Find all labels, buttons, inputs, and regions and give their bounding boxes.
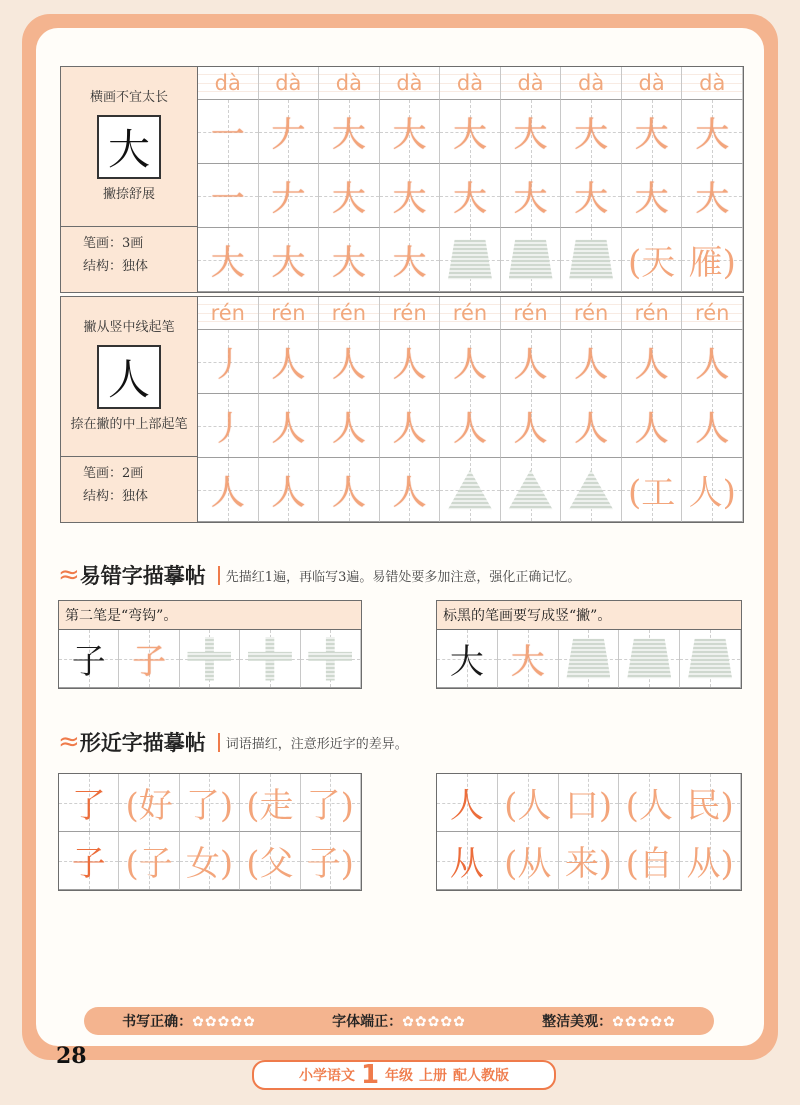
flower-rating-icon[interactable]: ✿✿✿✿✿: [192, 1014, 256, 1030]
word-cell: 从: [437, 832, 498, 890]
tracing-cell[interactable]: 大: [498, 630, 559, 688]
pinyin-cell: rén: [319, 297, 380, 330]
tracing-cell[interactable]: 人: [561, 394, 622, 458]
practice-grid: [198, 67, 743, 292]
mistake-note: 第二笔是“弯钩”。: [59, 601, 361, 630]
writing-cell[interactable]: [301, 630, 361, 688]
tracing-cell[interactable]: 人: [259, 330, 320, 394]
word-cell: 子: [59, 832, 119, 890]
grid-shadow-icon: [566, 637, 610, 681]
word-cell[interactable]: 口): [559, 774, 620, 832]
tracing-cell[interactable]: 大: [380, 228, 441, 292]
grid-shadow-icon: [448, 468, 492, 512]
char-practice-block-ren: [60, 296, 744, 523]
tracing-cell[interactable]: 子: [119, 630, 179, 688]
similar-table-right: [436, 773, 742, 891]
pinyin-cell: rén: [501, 297, 562, 330]
word-cell: 了: [59, 774, 119, 832]
grade-number: 1: [360, 1060, 380, 1090]
tracing-cell[interactable]: 人: [319, 394, 380, 458]
stroke-count: 笔画：3画: [83, 236, 144, 251]
tracing-cell[interactable]: 人: [380, 458, 441, 522]
writing-cell[interactable]: [440, 458, 501, 522]
flower-rating-icon[interactable]: ✿✿✿✿✿: [612, 1014, 676, 1030]
writing-cell[interactable]: [440, 228, 501, 292]
writing-cell[interactable]: [240, 630, 300, 688]
tracing-cell[interactable]: 大: [501, 100, 562, 164]
section-desc: 词语描红，注意形近字的差异。: [218, 733, 408, 752]
section-title: 易错字描摹帖: [79, 564, 206, 588]
tracing-cell[interactable]: 人: [501, 394, 562, 458]
writing-tip: 撇捺舒展: [102, 186, 155, 202]
rating-clean: 整洁美观：✿✿✿✿✿: [542, 1014, 676, 1030]
tracing-cell[interactable]: 丿: [198, 330, 259, 394]
tracing-cell[interactable]: 大: [319, 228, 380, 292]
grid-shadow-icon: [448, 238, 492, 282]
section-header-similar: [58, 727, 408, 757]
tracing-cell[interactable]: 大: [622, 100, 683, 164]
section-title: 形近字描摹帖: [79, 731, 206, 755]
pinyin-cell: dà: [259, 67, 320, 100]
model-char: 大: [97, 115, 161, 179]
tracing-cell[interactable]: 人: [259, 458, 320, 522]
tracing-cell[interactable]: 大: [319, 100, 380, 164]
tracing-cell[interactable]: 大: [380, 100, 441, 164]
word-cell[interactable]: 女): [180, 832, 240, 890]
tracing-cell[interactable]: 大: [259, 228, 320, 292]
tracing-cell[interactable]: 大: [561, 100, 622, 164]
tracing-cell[interactable]: 人: [622, 330, 683, 394]
similar-table-left: [58, 773, 362, 891]
word-cell[interactable]: 民): [680, 774, 741, 832]
pinyin-cell: rén: [622, 297, 683, 330]
grid-shadow-icon: [569, 238, 613, 282]
word-cell[interactable]: (子: [119, 832, 179, 890]
tracing-cell[interactable]: 人: [561, 330, 622, 394]
wave-icon: ≈: [58, 560, 74, 590]
word-cell[interactable]: 雁): [682, 228, 743, 292]
tracing-cell[interactable]: 人: [319, 458, 380, 522]
pinyin-cell: dà: [319, 67, 380, 100]
tracing-cell[interactable]: 一: [198, 100, 259, 164]
writing-cell[interactable]: [561, 458, 622, 522]
writing-tip: 撇从竖中线起笔: [83, 319, 175, 335]
writing-cell[interactable]: [619, 630, 680, 688]
practice-grid: [198, 297, 743, 522]
word-cell[interactable]: 人): [682, 458, 743, 522]
tracing-cell[interactable]: 大: [198, 228, 259, 292]
tracing-cell[interactable]: 人: [501, 330, 562, 394]
pinyin-cell: rén: [198, 297, 259, 330]
char-practice-block-da: [60, 66, 744, 293]
pinyin-cell: dà: [198, 67, 259, 100]
grid-shadow-icon: [627, 637, 671, 681]
word-cell[interactable]: 子): [301, 832, 361, 890]
pinyin-cell: dà: [380, 67, 441, 100]
writing-cell[interactable]: [561, 228, 622, 292]
edition: 配人教版: [453, 1068, 510, 1084]
tracing-cell[interactable]: 人: [380, 330, 441, 394]
grade: 年级: [385, 1068, 414, 1084]
char-info-panel: [61, 67, 198, 292]
pinyin-cell: rén: [682, 297, 743, 330]
word-cell[interactable]: (人: [619, 774, 680, 832]
pinyin-cell: rén: [380, 297, 441, 330]
writing-tip: 捺在撇的中上部起笔: [70, 416, 188, 432]
grid-shadow-icon: [187, 637, 231, 681]
word-cell[interactable]: 来): [559, 832, 620, 890]
model-char: 人: [97, 345, 161, 409]
word-cell[interactable]: (天: [622, 228, 683, 292]
tracing-cell[interactable]: 人: [622, 394, 683, 458]
pinyin-cell: dà: [440, 67, 501, 100]
flower-rating-icon[interactable]: ✿✿✿✿✿: [402, 1014, 466, 1030]
word-cell[interactable]: (走: [240, 774, 300, 832]
tracing-cell[interactable]: 大: [682, 164, 743, 228]
tracing-cell[interactable]: 一: [198, 164, 259, 228]
mistake-box-right: [436, 600, 742, 689]
tracing-cell[interactable]: 人: [440, 330, 501, 394]
tracing-cell[interactable]: 大: [319, 164, 380, 228]
word-cell[interactable]: (工: [622, 458, 683, 522]
word-cell[interactable]: 了): [180, 774, 240, 832]
writing-cell[interactable]: [501, 458, 562, 522]
pinyin-cell: rén: [561, 297, 622, 330]
pinyin-cell: rén: [259, 297, 320, 330]
mistake-note: 标黑的笔画要写成竖“撇”。: [437, 601, 741, 630]
char-info-panel: [61, 297, 198, 522]
word-cell[interactable]: (人: [498, 774, 559, 832]
rating-neat: 字体端正：✿✿✿✿✿: [332, 1014, 466, 1030]
tracing-cell[interactable]: 大: [380, 164, 441, 228]
tracing-cell[interactable]: 大: [501, 164, 562, 228]
tracing-cell[interactable]: 人: [682, 394, 743, 458]
grid-shadow-icon: [248, 637, 292, 681]
tracing-cell[interactable]: 丿: [198, 394, 259, 458]
tracing-cell[interactable]: 大: [561, 164, 622, 228]
word-cell[interactable]: (好: [119, 774, 179, 832]
stroke-count: 笔画：2画: [83, 466, 144, 481]
tracing-cell[interactable]: 人: [380, 394, 441, 458]
grid-shadow-icon: [509, 238, 553, 282]
volume: 上册: [419, 1068, 448, 1084]
model-cell: 子: [59, 630, 119, 688]
tracing-cell[interactable]: 大: [440, 164, 501, 228]
page-number: 28: [56, 1043, 87, 1069]
tracing-cell[interactable]: 人: [319, 330, 380, 394]
tracing-cell[interactable]: 人: [440, 394, 501, 458]
tracing-cell[interactable]: 人: [198, 458, 259, 522]
word-cell[interactable]: (自: [619, 832, 680, 890]
section-desc: 先描红1遍，再临写3遍。易错处要多加注意，强化正确记忆。: [218, 566, 581, 585]
book-label: [252, 1060, 556, 1090]
mistake-box-left: [58, 600, 362, 689]
structure: 结构：独体: [83, 258, 149, 274]
wave-icon: ≈: [58, 727, 74, 757]
tracing-cell[interactable]: 𠂇: [259, 100, 320, 164]
grid-shadow-icon: [688, 637, 732, 681]
pinyin-cell: dà: [501, 67, 562, 100]
pinyin-cell: rén: [440, 297, 501, 330]
writing-cell[interactable]: [680, 630, 741, 688]
tracing-cell[interactable]: 大: [622, 164, 683, 228]
word-cell: 人: [437, 774, 498, 832]
writing-cell[interactable]: [501, 228, 562, 292]
writing-cell[interactable]: [559, 630, 620, 688]
pinyin-cell: dà: [622, 67, 683, 100]
writing-tip: 横画不宜太长: [89, 89, 168, 105]
pinyin-cell: dà: [682, 67, 743, 100]
grid-shadow-icon: [509, 468, 553, 512]
grid-shadow-icon: [308, 637, 352, 681]
tracing-cell[interactable]: 人: [259, 394, 320, 458]
word-cell[interactable]: (从: [498, 832, 559, 890]
tracing-cell[interactable]: 大: [440, 100, 501, 164]
word-cell[interactable]: (父: [240, 832, 300, 890]
section-header-mistake: [58, 560, 580, 590]
writing-cell[interactable]: [180, 630, 240, 688]
rating-bar: [84, 1007, 714, 1035]
tracing-cell[interactable]: 人: [682, 330, 743, 394]
tracing-cell[interactable]: 大: [682, 100, 743, 164]
rating-correct: 书写正确：✿✿✿✿✿: [122, 1014, 256, 1030]
model-cell: 大: [437, 630, 498, 688]
tracing-cell[interactable]: 𠂇: [259, 164, 320, 228]
grid-shadow-icon: [569, 468, 613, 512]
structure: 结构：独体: [83, 488, 149, 504]
word-cell[interactable]: 从): [680, 832, 741, 890]
word-cell[interactable]: 了): [301, 774, 361, 832]
pinyin-cell: dà: [561, 67, 622, 100]
subject: 小学语文: [298, 1068, 355, 1084]
